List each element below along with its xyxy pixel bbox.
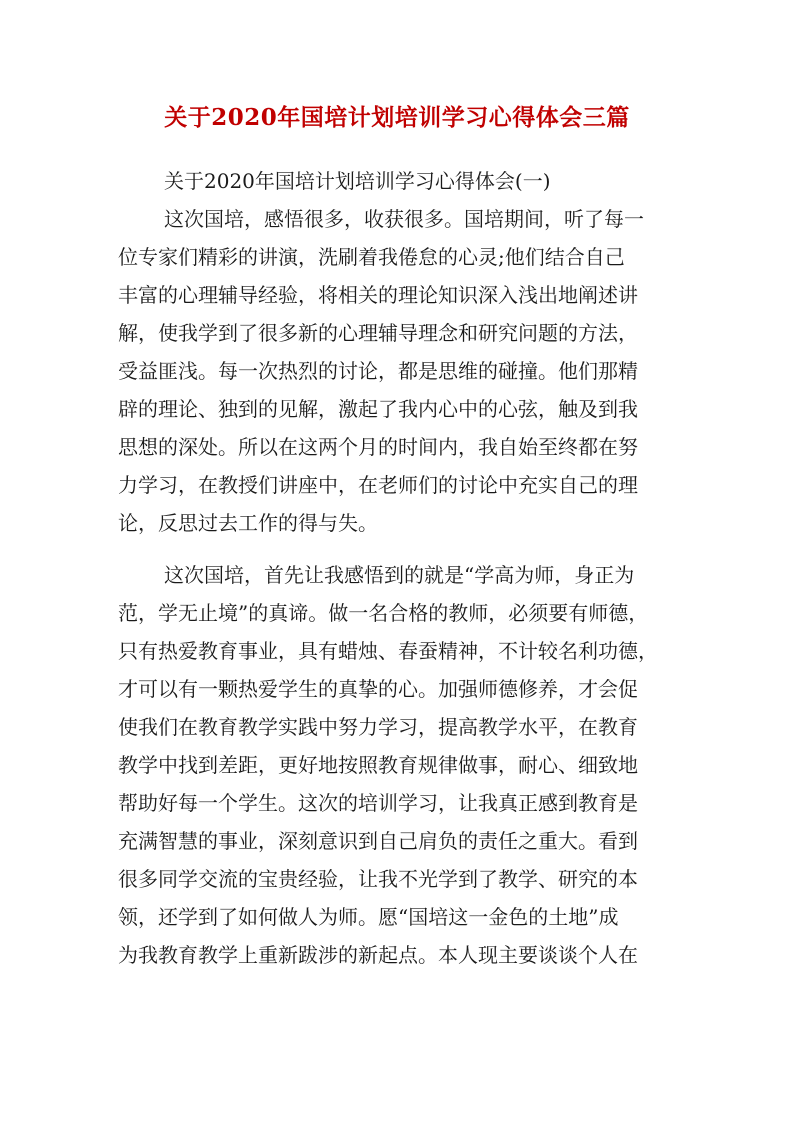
paragraph-2-line-9: 很多同学交流的宝贵经验，让我不光学到了教学、研究的本: [118, 867, 638, 891]
paragraph-1-line-5: 受益匪浅。每一次热烈的讨论，都是思维的碰撞。他们那精: [118, 359, 638, 383]
paragraph-2-line-10: 领，还学到了如何做人为师。愿“国培这一金色的土地”成: [118, 905, 619, 929]
paragraph-2-line-3: 只有热爱教育事业，具有蜡烛、春蚕精神，不计较名利功德，: [118, 639, 658, 663]
paragraph-1-line-8: 力学习，在教授们讲座中，在老师们的讨论中充实自己的理: [118, 473, 638, 497]
paragraph-1-line-9: 论，反思过去工作的得与失。: [118, 511, 378, 535]
paragraph-2-line-2: 范，学无止境”的真谛。做一名合格的教师，必须要有师德，: [118, 601, 649, 625]
paragraph-1-line-1: 这次国培，感悟很多，收获很多。国培期间，听了每一: [164, 207, 644, 231]
paragraph-2-line-6: 教学中找到差距，更好地按照教育规律做事，耐心、细致地: [118, 753, 638, 777]
paragraph-2-line-11: 为我教育教学上重新跋涉的新起点。本人现主要谈谈个人在: [118, 943, 638, 967]
paragraph-2-line-7: 帮助好每一个学生。这次的培训学习，让我真正感到教育是: [118, 791, 638, 815]
paragraph-2-line-1: 这次国培，首先让我感悟到的就是“学高为师，身正为: [164, 563, 635, 587]
paragraph-1-line-4: 解，使我学到了很多新的心理辅导理念和研究问题的方法，: [118, 321, 638, 345]
paragraph-2-line-8: 充满智慧的事业，深刻意识到自己肩负的责任之重大。看到: [118, 829, 638, 853]
paragraph-1-line-7: 思想的深处。所以在这两个月的时间内，我自始至终都在努: [118, 435, 638, 459]
document-title: 关于2020年国培计划培训学习心得体会三篇: [164, 104, 630, 131]
paragraph-2-line-4: 才可以有一颗热爱学生的真挚的心。加强师德修养，才会促: [118, 677, 638, 701]
section-heading: 关于2020年国培计划培训学习心得体会(一): [164, 169, 551, 193]
paragraph-1-line-6: 辟的理论、独到的见解，激起了我内心中的心弦，触及到我: [118, 397, 638, 421]
paragraph-2-line-5: 使我们在教育教学实践中努力学习，提高教学水平，在教育: [118, 715, 638, 739]
paragraph-1-line-3: 丰富的心理辅导经验，将相关的理论知识深入浅出地阐述讲: [118, 283, 638, 307]
paragraph-1-line-2: 位专家们精彩的讲演，洗刷着我倦怠的心灵;他们结合自己: [118, 245, 625, 269]
